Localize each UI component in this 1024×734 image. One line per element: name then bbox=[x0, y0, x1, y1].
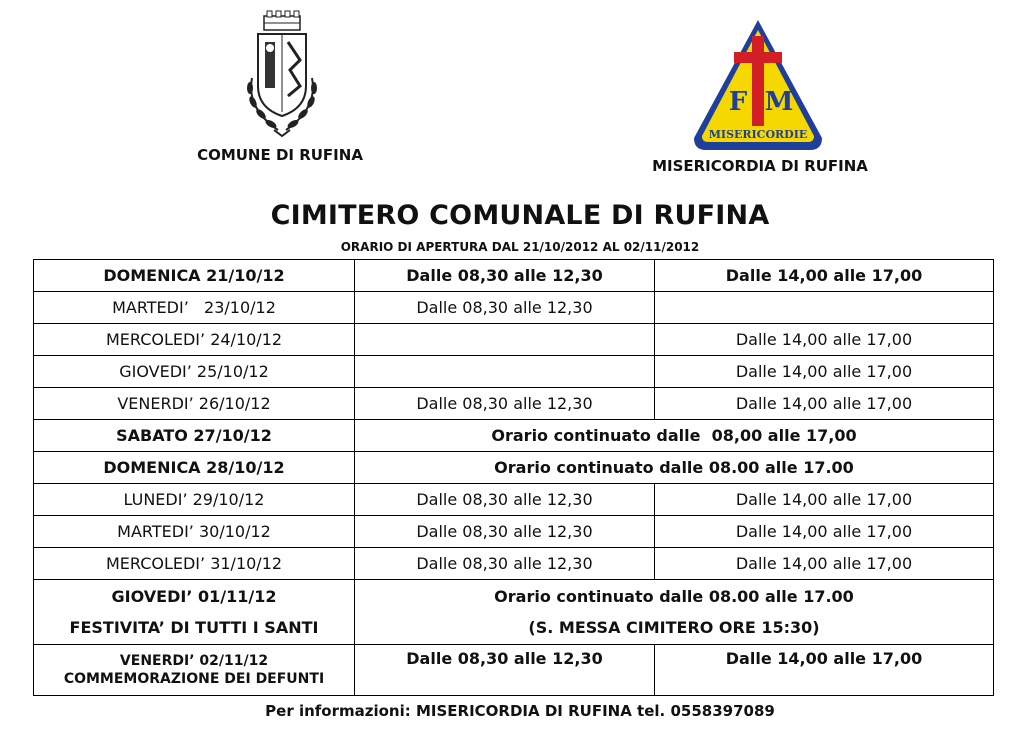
page-title: CIMITERO COMUNALE DI RUFINA bbox=[270, 200, 770, 231]
morning-hours bbox=[355, 324, 655, 356]
table-row bbox=[34, 420, 994, 452]
table-row bbox=[34, 645, 994, 696]
comune-name: COMUNE DI RUFINA bbox=[197, 146, 363, 164]
opening-hours-subtitle: ORARIO DI APERTURA DAL 21/10/2012 AL 02/11/2012 bbox=[340, 240, 700, 254]
day-cell: GIOVEDI’ 25/10/12 bbox=[34, 356, 355, 388]
afternoon-hours: Dalle 14,00 alle 17,00 bbox=[655, 548, 994, 580]
morning-hours: Dalle 08,30 alle 12,30 bbox=[355, 484, 655, 516]
info-footer: Per informazioni: MISERICORDIA DI RUFINA tel. 0558397089 bbox=[265, 702, 775, 720]
holiday-label: FESTIVITA’ DI TUTTI I SANTI bbox=[69, 618, 319, 637]
table-row bbox=[34, 356, 994, 388]
afternoon-hours: Dalle 14,00 alle 17,00 bbox=[655, 356, 994, 388]
table-row bbox=[34, 260, 994, 292]
misericordia-logo bbox=[688, 16, 828, 156]
misericordia-name: MISERICORDIA DI RUFINA bbox=[652, 157, 868, 175]
afternoon-hours: Dalle 14,00 alle 17,00 bbox=[655, 484, 994, 516]
comune-coat-of-arms bbox=[240, 8, 324, 140]
continuous-hours-text: Orario continuato dalle 08.00 alle 17.00 bbox=[494, 587, 854, 606]
day-cell: LUNEDI’ 29/10/12 bbox=[34, 484, 355, 516]
afternoon-hours: Dalle 14,00 alle 17,00 bbox=[655, 388, 994, 420]
table-row bbox=[34, 292, 994, 324]
day-label: VENERDI’ 02/11/12 bbox=[119, 653, 269, 669]
morning-hours: Dalle 08,30 alle 12,30 bbox=[355, 516, 655, 548]
day-cell: SABATO 27/10/12 bbox=[34, 420, 355, 452]
day-cell bbox=[34, 645, 355, 696]
afternoon-hours: Dalle 14,00 alle 17,00 bbox=[655, 516, 994, 548]
afternoon-hours: Dalle 14,00 alle 17,00 bbox=[655, 645, 994, 696]
continuous-hours: Orario continuato dalle 08,00 alle 17,00 bbox=[355, 420, 994, 452]
day-cell: MERCOLEDI’ 24/10/12 bbox=[34, 324, 355, 356]
table-row bbox=[34, 484, 994, 516]
morning-hours: Dalle 08,30 alle 12,30 bbox=[355, 645, 655, 696]
table-row bbox=[34, 548, 994, 580]
afternoon-hours: Dalle 14,00 alle 17,00 bbox=[655, 260, 994, 292]
mass-note: (S. MESSA CIMITERO ORE 15:30) bbox=[528, 618, 820, 637]
day-cell: MERCOLEDI’ 31/10/12 bbox=[34, 548, 355, 580]
commemoration-label: COMMEMORAZIONE DEI DEFUNTI bbox=[63, 671, 325, 687]
schedule-table bbox=[33, 259, 994, 696]
table-row bbox=[34, 452, 994, 484]
day-cell: VENERDI’ 26/10/12 bbox=[34, 388, 355, 420]
continuous-hours bbox=[355, 580, 994, 645]
day-cell: MARTEDI’ 30/10/12 bbox=[34, 516, 355, 548]
morning-hours bbox=[355, 356, 655, 388]
morning-hours: Dalle 08,30 alle 12,30 bbox=[355, 292, 655, 324]
continuous-hours: Orario continuato dalle 08.00 alle 17.00 bbox=[355, 452, 994, 484]
table-row bbox=[34, 324, 994, 356]
day-cell: MARTEDI’ 23/10/12 bbox=[34, 292, 355, 324]
afternoon-hours bbox=[655, 292, 994, 324]
afternoon-hours: Dalle 14,00 alle 17,00 bbox=[655, 324, 994, 356]
logo-letter-f: F bbox=[728, 87, 748, 117]
logo-letter-m: M bbox=[764, 87, 794, 117]
morning-hours: Dalle 08,30 alle 12,30 bbox=[355, 260, 655, 292]
day-cell bbox=[34, 580, 355, 645]
table-row bbox=[34, 388, 994, 420]
table-row bbox=[34, 580, 994, 645]
day-cell: DOMENICA 21/10/12 bbox=[34, 260, 355, 292]
logo-text: MISERICORDIE bbox=[708, 128, 808, 141]
day-label: GIOVEDI’ 01/11/12 bbox=[111, 587, 277, 606]
morning-hours: Dalle 08,30 alle 12,30 bbox=[355, 388, 655, 420]
table-row bbox=[34, 516, 994, 548]
day-cell: DOMENICA 28/10/12 bbox=[34, 452, 355, 484]
morning-hours: Dalle 08,30 alle 12,30 bbox=[355, 548, 655, 580]
